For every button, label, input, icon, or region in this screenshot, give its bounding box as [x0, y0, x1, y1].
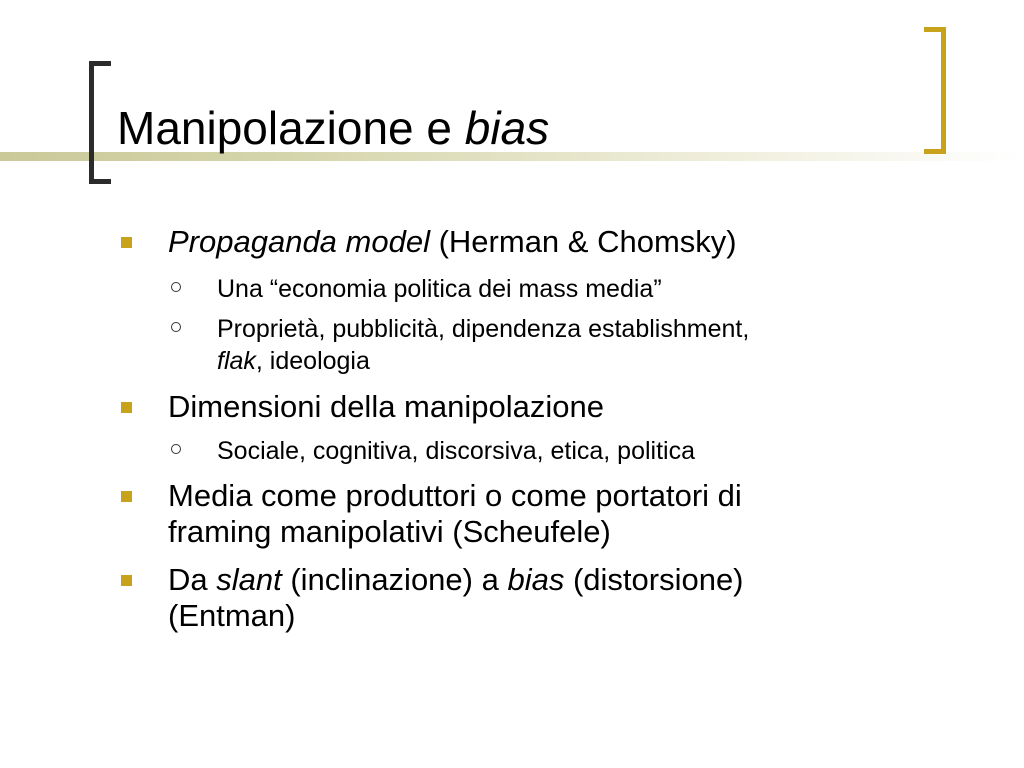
square-bullet-icon: [121, 402, 132, 413]
list-item-italic: Propaganda model: [168, 224, 430, 259]
square-bullet-icon: [121, 575, 132, 586]
sub-list-item-italic: flak: [217, 347, 256, 375]
list-item-line2: framing manipolativi (Scheufele): [168, 514, 611, 549]
list-item: [168, 389, 928, 425]
list-item: [168, 224, 928, 260]
list-item: [168, 478, 928, 550]
sub-list-item-line1: Proprietà, pubblicità, dipendenza establishment,: [217, 315, 750, 343]
sub-list-item-text: Sociale, cognitiva, discorsiva, etica, politica: [217, 437, 696, 465]
list-item-italic2: bias: [507, 562, 565, 597]
list-item-line2: (Entman): [168, 598, 296, 633]
sub-list-item-text: Una “economia politica dei mass media”: [217, 275, 662, 303]
square-bullet-icon: [121, 491, 132, 502]
list-item-part3: (distorsione): [564, 562, 744, 597]
list-item-italic1: slant: [216, 562, 282, 597]
ring-bullet-icon: [171, 444, 181, 454]
title-main-text: Manipolazione e: [117, 102, 465, 154]
sub-list-item: [217, 435, 957, 467]
slide-title: [117, 100, 549, 156]
sub-list-item: [217, 313, 957, 377]
right-bracket-decoration: [924, 27, 946, 154]
list-item-line1: Media come produttori o come portatori di: [168, 478, 742, 513]
title-italic-text: bias: [464, 102, 550, 154]
sub-list-item: [217, 273, 957, 305]
left-bracket-decoration: [89, 61, 111, 184]
list-item-part2: (inclinazione) a: [281, 562, 508, 597]
list-item-text: Dimensioni della manipolazione: [168, 389, 604, 424]
square-bullet-icon: [121, 237, 132, 248]
ring-bullet-icon: [171, 322, 181, 332]
list-item-part1: Da: [168, 562, 217, 597]
list-item: [168, 562, 928, 634]
list-item-text: (Herman & Chomsky): [429, 224, 737, 259]
ring-bullet-icon: [171, 282, 181, 292]
sub-list-item-line2-rest: , ideologia: [255, 347, 370, 375]
